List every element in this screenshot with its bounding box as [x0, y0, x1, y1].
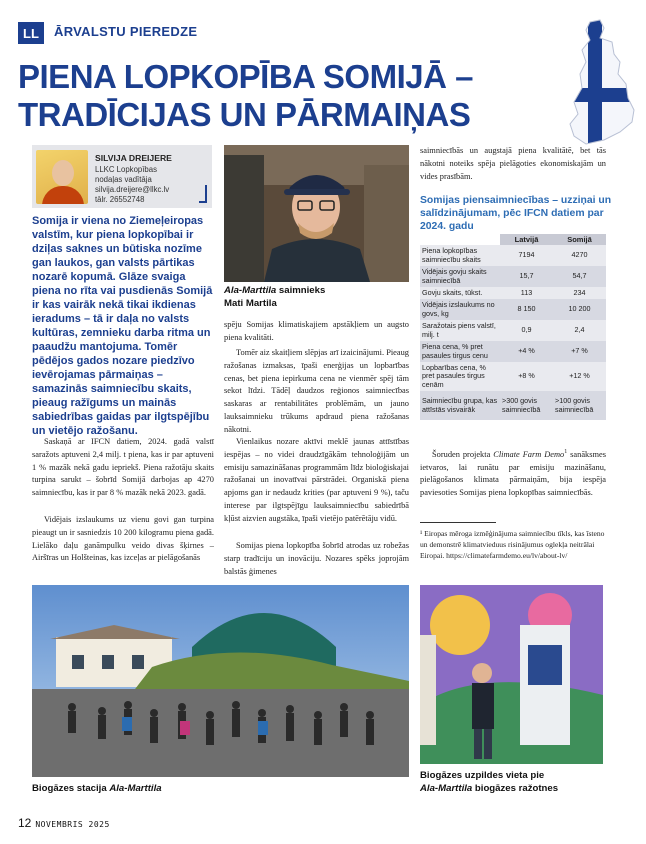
- footnote-ref[interactable]: 1: [564, 449, 568, 455]
- table-row-label: Piena lopkopības saimniecību skaits: [420, 245, 500, 266]
- photo3-caption: [420, 770, 610, 795]
- table-cell-finland: 10 200: [553, 299, 606, 320]
- table-row-label: Lopbarības cena, % pret pasaules tirgus cenām: [420, 362, 500, 391]
- table-row: [420, 391, 606, 420]
- table-cell-latvia: +4 %: [500, 341, 553, 362]
- photo1-caption-name: Mati Martila: [224, 297, 277, 309]
- table-cell-finland: >100 govis saimniecībā: [553, 391, 606, 420]
- table-row-label: Saražotais piens valstī, milj. t: [420, 320, 500, 341]
- table-row-label: Vidējais izslaukums no govs, kg: [420, 299, 500, 320]
- footnote: ¹ Eiropas mēroga izmēģinājuma saimniecību tīkls, kas īsteno un demonstrē klimatvieduus risinājumus oglekļa neitrālai Eiropai. https://climatefarmdemo.eu/lv/about-lv/: [420, 529, 605, 561]
- col2-paragraph-3: Vienlaikus nozare aktīvi meklē jaunas attīstības iespējas – no videi draudzīgākām tehnoloģijām un emisiju samazināšanas programmām līdz bioloģiskajai ražošanai un inovatīvai pārstrādei. Organiskā piena apjoms gan ir nedaudz krities (par aptuveni 9 %), taču interese par ilgtspējīgu lauksaimniecību sabiedrībā kļūst aizvien augstāka, īpaši vietējo patērētāju vidū.: [224, 437, 409, 523]
- footnote-divider: [420, 522, 496, 523]
- finland-flag-map-icon: [560, 18, 642, 150]
- table-row: [420, 299, 606, 320]
- table-cell-finland: 234: [553, 287, 606, 299]
- lead-paragraph: Somija ir viena no Ziemeļeiropas valstīm, kur piena lopkopībai ir dziļas saknes un būtiska nozīme gan laukos, gan valsts pārtikas nozarē kopumā. Glāze svaiga piena no rīta vai pusdienās Somijā ir kas vairāk nekā tikai ikdienas ieradums – tā ir daļa no valsts kultūras, zemnieku darba ritma un paaudžu mantojuma. Tomēr pēdējos gados nozare piedzīvo ievērojamas pārmaiņas – samazinās saimniecību skaits, pieaug ražīgums un mainās sabiedrības gaidas par ilgtspējību un vietējo ražošanu.: [32, 215, 213, 437]
- table-row: [420, 287, 606, 299]
- table-row-label: Vidējais govju skaits saimniecībā: [420, 266, 500, 287]
- table-row: [420, 266, 606, 287]
- page-number: 12: [18, 816, 32, 830]
- table-cell-finland: 54,7: [553, 266, 606, 287]
- photo1-caption: [224, 285, 409, 310]
- photo2-caption: [32, 783, 162, 796]
- author-phone: tālr. 26552748: [95, 195, 145, 204]
- page-footer: [18, 816, 110, 830]
- photo1-caption-role: saimnieks: [276, 285, 326, 296]
- table-cell-latvia: 7194: [500, 245, 553, 266]
- table-cell-latvia: >300 govis saimniecībā: [500, 391, 553, 420]
- table-row-label: Govju skaits, tūkst.: [420, 287, 500, 299]
- page-title-line2: TRADĪCIJAS UN PĀRMAIŅAS: [18, 96, 471, 133]
- photo3-caption-farm: Ala-Marttila: [420, 782, 473, 794]
- table-cell-latvia: +8 %: [500, 362, 553, 391]
- biogas-filling-station-photo: [420, 585, 603, 764]
- col2-paragraph-1: spēju Somijas klimatiskajiem apstākļiem un augsto piena kvalitāti.: [224, 320, 409, 342]
- table-row: [420, 245, 606, 266]
- section-tag: LL: [18, 22, 44, 44]
- col2-paragraph-2: Tomēr aiz skaitļiem slēpjas arī izaicinājumi. Pieaug ražošanas izmaksas, īpaši enerģijas un lopbarības cenas, bet piena iepirkuma cena ne vienmēr spēj tām sekot līdzi. Tādēļ daudzos reģionos saimniecības saskaras ar rentabilitātes problēmām, un jauno lauksaimnieku trūkums apdraud piena ražošanas nākotni.: [224, 348, 409, 434]
- col3-paragraph-bottom: [420, 446, 606, 500]
- col1-paragraph-1: Saskaņā ar IFCN datiem, 2024. gadā valstī saražots aptuveni 2,4 milj. t piena, kas ir par aptuveni 1 % mazāk nekā gadu iepriekš. Piena ražotāju skaits turpina sarukt – šobrīd Somijā darbojas ap 4270 saimniecību, kas ir par 8 % mazāk nekā 2023. gadā.: [32, 437, 214, 498]
- photo1-caption-farm: Ala-Marttila: [224, 285, 277, 296]
- author-name: SILVIJA DREIJERE: [95, 153, 172, 163]
- table-header-empty: [420, 234, 500, 245]
- table-header-finland: Somijā: [553, 234, 606, 245]
- author-org-line2: nodaļas vadītāja: [95, 175, 152, 184]
- col3-text-prefix: Šoruden projekta: [432, 449, 494, 459]
- table-cell-latvia: 0,9: [500, 320, 553, 341]
- project-name: Climate Farm Demo: [493, 449, 565, 459]
- table-cell-finland: +7 %: [553, 341, 606, 362]
- table-header-row: [420, 234, 606, 245]
- farmer-portrait-photo: [224, 145, 409, 282]
- comparison-table: [420, 234, 606, 420]
- table-row-label: Piena cena, % pret pasaules tirgus cenu: [420, 341, 500, 362]
- photo3-caption-rest: biogāzes ražotnes: [472, 782, 559, 794]
- photo2-caption-farm: Ala-Marttila: [109, 783, 162, 794]
- photo3-caption-line1: Biogāzes uzpildes vieta pie: [420, 770, 545, 781]
- table-cell-finland: 4270: [553, 245, 606, 266]
- table-header-latvia: Latvijā: [500, 234, 553, 245]
- col3-paragraph-top: saimniecībās un augstajā piena kvalitātē, bet tās nākotni noteiks spēja pielāgoties ekonomiskajām un vides prasībām.: [420, 146, 606, 181]
- author-avatar: [36, 150, 88, 204]
- table-cell-latvia: 15,7: [500, 266, 553, 287]
- col2-paragraph-4: Somijas piena lopkopība šobrīd atrodas uz robežas starp tradīciju un inovāciju. Nozares spēks joprojām balstās ģimenes: [224, 541, 409, 576]
- author-email[interactable]: silvija.dreijere@llkc.lv: [95, 185, 170, 194]
- table-row: [420, 362, 606, 391]
- col1-paragraph-2: Vidējais izslaukums uz vienu govi gan turpina pieaugt un ir sasniedzis 10 200 kilogramu piena gadā. Lielāko daļu ganāmpulku veido divas šķirnes – Airšīras un Holšteinas, kas izceļas ar pielāgošanās: [32, 515, 214, 563]
- table-row: [420, 320, 606, 341]
- table-row: [420, 341, 606, 362]
- issue-month: NOVEMBRIS 2025: [35, 820, 110, 829]
- table-title: Somijas piensaimniecības – uzziņai un salīdzinājumam, pēc IFCN datiem par 2024. gadu: [420, 195, 612, 232]
- table-cell-latvia: 113: [500, 287, 553, 299]
- author-org-line1: LLKC Lopkopības: [95, 165, 157, 174]
- table-cell-latvia: 8 150: [500, 299, 553, 320]
- table-cell-finland: 2,4: [553, 320, 606, 341]
- table-cell-finland: +12 %: [553, 362, 606, 391]
- section-title: ĀRVALSTU PIEREDZE: [54, 24, 198, 39]
- biogas-station-photo: [32, 585, 409, 777]
- page-title-line1: PIENA LOPKOPĪBA SOMIJĀ –: [18, 58, 473, 95]
- table-row-label: Saimniecību grupa, kas attīstās visvairāk: [420, 391, 500, 420]
- author-box-corner: [199, 185, 207, 203]
- col3-text-rest: sanāksmes ietvaros, lai runātu par emisiju mazināšanu, pielāgošanos klimata pārmaiņām, bija iespēja paviesoties Somijas piena lopkopības saimniecībās.: [420, 449, 606, 498]
- photo2-caption-prefix: Biogāzes stacija: [32, 783, 110, 794]
